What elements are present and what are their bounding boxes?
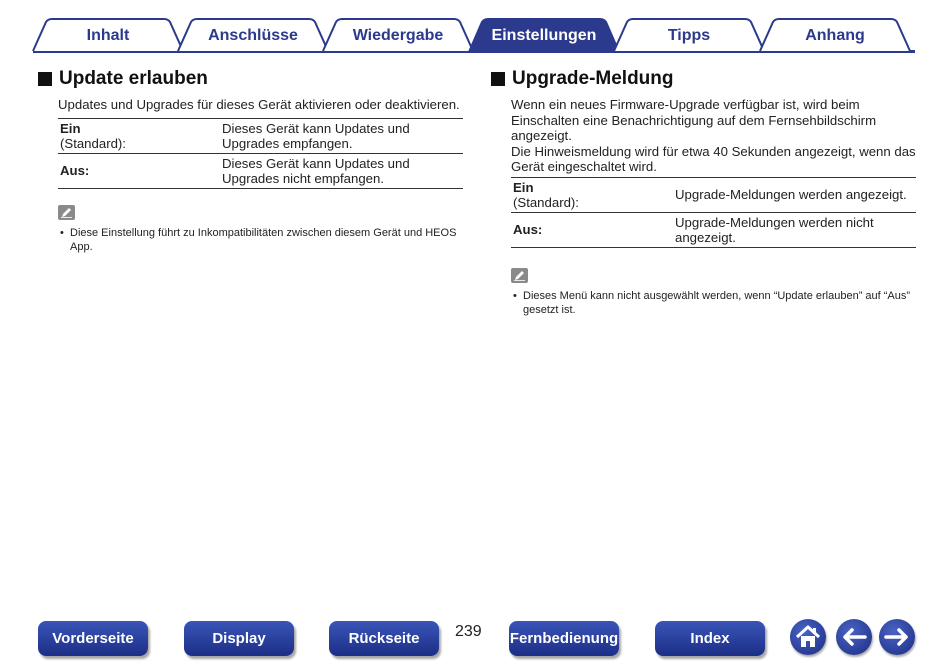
- rear-panel-button[interactable]: Rückseite: [329, 621, 439, 656]
- option-value: Upgrade-Meldungen werden nicht angezeigt.: [673, 212, 916, 247]
- bullet: •: [513, 289, 517, 302]
- section-description: [511, 97, 916, 175]
- tab-label: Anhang: [805, 27, 865, 44]
- options-table: [58, 118, 463, 189]
- home-button[interactable]: [790, 619, 826, 655]
- display-button[interactable]: Display: [184, 621, 294, 656]
- section-description: [58, 97, 463, 113]
- note-item: [513, 289, 916, 317]
- note-item: [60, 226, 463, 254]
- tab-bar: [0, 0, 950, 60]
- section-title: Upgrade-Meldung: [512, 68, 674, 89]
- option-value: Upgrade-Meldungen werden angezeigt.: [673, 177, 916, 212]
- tab-inhalt[interactable]: [32, 18, 184, 52]
- next-page-button[interactable]: [879, 619, 915, 655]
- tab-label: Tipps: [667, 27, 711, 44]
- arrow-right-icon: [884, 627, 910, 647]
- tab-anschluesse[interactable]: [177, 18, 329, 52]
- table-row: [511, 212, 916, 247]
- section-upgrade-meldung: [491, 64, 916, 317]
- remote-control-button[interactable]: Fernbedienung: [509, 621, 619, 656]
- tab-label: Einstellungen: [491, 27, 597, 44]
- tab-label: Wiedergabe: [352, 27, 444, 44]
- section-heading: [38, 68, 463, 90]
- option-key: Ein (Standard):: [58, 118, 220, 153]
- square-bullet-icon: [491, 72, 505, 86]
- front-panel-button[interactable]: Vorderseite: [38, 621, 148, 656]
- previous-page-button[interactable]: [836, 619, 872, 655]
- home-icon: [794, 624, 822, 650]
- tab-einstellungen[interactable]: [468, 18, 620, 52]
- tab-label: Anschlüsse: [208, 27, 298, 44]
- tab-tipps[interactable]: [613, 18, 765, 52]
- note-text: Dieses Menü kann nicht ausgewählt werden, wenn “Update erlauben” auf “Aus” gesetzt ist.: [523, 289, 911, 316]
- table-row: [58, 118, 463, 153]
- tab-wiedergabe[interactable]: [322, 18, 474, 52]
- section-heading: [491, 68, 916, 90]
- pencil-icon: [58, 205, 75, 220]
- option-key: Ein (Standard):: [511, 177, 673, 212]
- description-text: Die Hinweismeldung wird für etwa 40 Sekunden angezeigt, wenn das Gerät eingeschaltet wird.: [511, 143, 916, 174]
- square-bullet-icon: [38, 72, 52, 86]
- section-title: Update erlauben: [59, 68, 208, 89]
- section-update-erlauben: [38, 64, 463, 254]
- table-row: [511, 177, 916, 212]
- pencil-icon: [511, 268, 528, 283]
- option-value: Dieses Gerät kann Updates und Upgrades nicht empfangen.: [220, 153, 463, 188]
- tab-anhang[interactable]: [759, 18, 911, 52]
- bullet: •: [60, 226, 64, 239]
- options-table: [511, 177, 916, 248]
- description-text: Wenn ein neues Firmware-Upgrade verfügbar ist, wird beim Einschalten eine Benachrichtigung auf dem Fernsehbildschirm angezeigt.: [511, 97, 877, 143]
- table-row: [58, 153, 463, 188]
- option-key: Aus:: [58, 153, 220, 188]
- description-text: Updates und Upgrades für dieses Gerät aktivieren oder deaktivieren.: [58, 97, 460, 112]
- option-key: Aus:: [511, 212, 673, 247]
- arrow-left-icon: [841, 627, 867, 647]
- note-text: Diese Einstellung führt zu Inkompatibilitäten zwischen diesem Gerät und HEOS App.: [70, 226, 457, 253]
- page-number: 239: [455, 623, 482, 640]
- index-button[interactable]: Index: [655, 621, 765, 656]
- tab-label: Inhalt: [86, 27, 130, 44]
- option-value: Dieses Gerät kann Updates und Upgrades empfangen.: [220, 118, 463, 153]
